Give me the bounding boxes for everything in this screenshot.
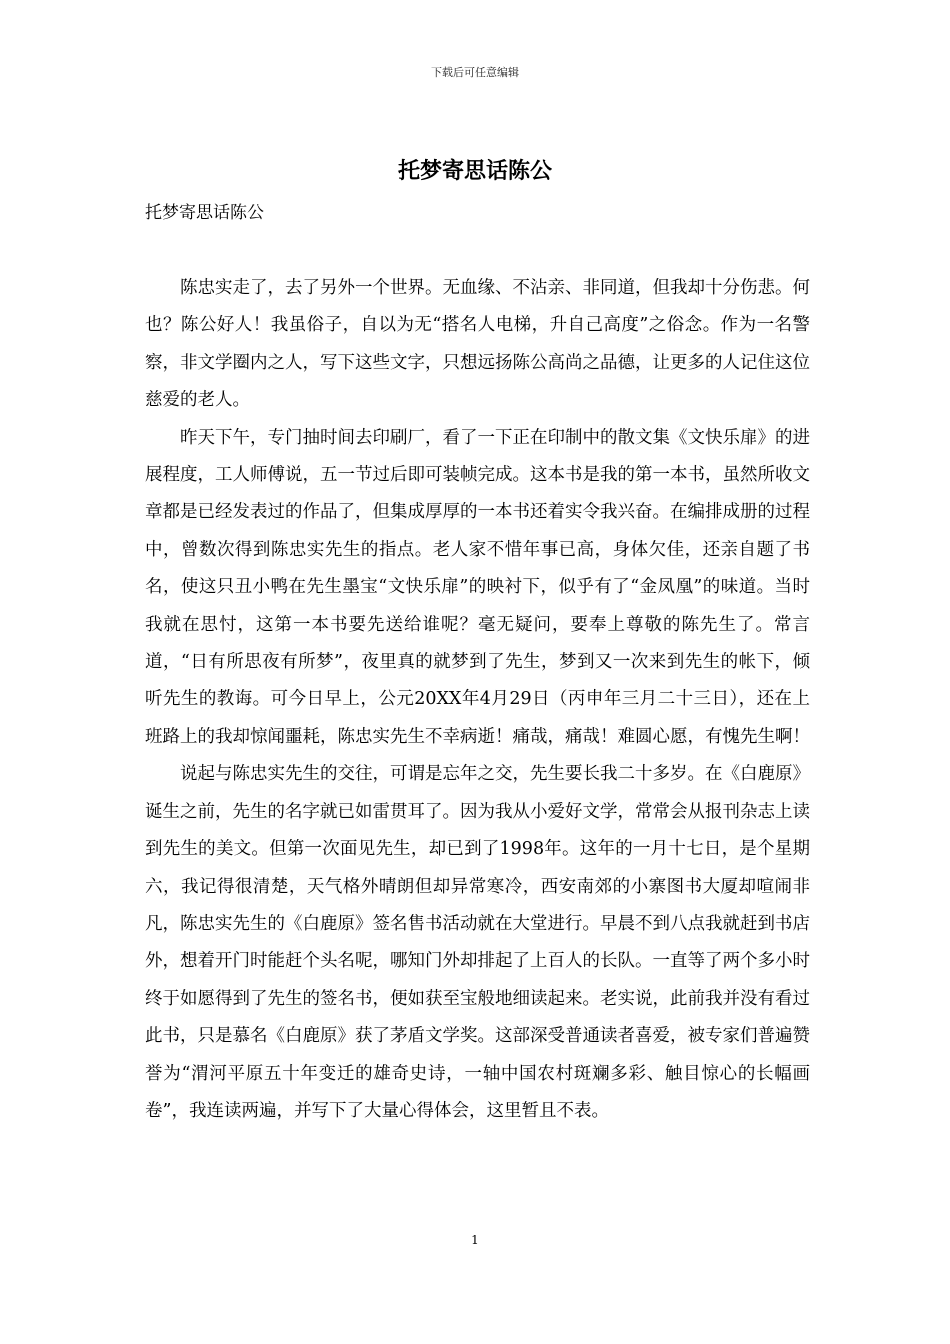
document-subtitle: 托梦寄思话陈公 [145,203,264,223]
paragraph-3: 说起与陈忠实先生的交往，可谓是忘年之交，先生要长我二十多岁。在《白鹿原》诞生之前，先生的名字就已如雷贯耳了。因为我从小爱好文学，常常会从报刊杂志上读到先生的美文。但第一次面见先生，却已到了1998年。这年的一月十七日，是个星期六，我记得很清楚，天气格外晴朗但却异常寒冷，西安南郊的小寨图书大厦却喧闹非凡，陈忠实先生的《白鹿原》签名售书活动就在大堂进行。早晨不到八点我就赶到书店外，想着开门时能赶个头名呢，哪知门外却排起了上百人的长队。一直等了两个多小时终于如愿得到了先生的签名书，便如获至宝般地细读起来。老实说，此前我并没有看过此书，只是慕名《白鹿原》获了茅盾文学奖。这部深受普通读者喜爱，被专家们普遍赞誉为“渭河平原五十年变迁的雄奇史诗，一轴中国农村斑斓多彩、触目惊心的长幅画卷”，我连读两遍，并写下了大量心得体会，这里暂且不表。 [145,764,810,1121]
document-body [145,270,810,1130]
document-title: 托梦寄思话陈公 [397,158,552,184]
paragraph-1: 陈忠实走了，去了另外一个世界。无血缘、不沾亲、非同道，但我却十分伤悲。何也？陈公好人！我虽俗子，自以为无“搭名人电梯，升自己高度”之俗念。作为一名警察，非文学圈内之人，写下这些文字，只想远扬陈公高尚之品德，让更多的人记住这位慈爱的老人。 [145,278,810,411]
paragraph-2: 昨天下午，专门抽时间去印刷厂，看了一下正在印制中的散文集《文快乐扉》的进展程度，工人师傅说，五一节过后即可装帧完成。这本书是我的第一本书，虽然所收文章都是已经发表过的作品了，但集成厚厚的一本书还着实令我兴奋。在编排成册的过程中，曾数次得到陈忠实先生的指点。老人家不惜年事已高，身体欠佳，还亲自题了书名，使这只丑小鸭在先生墨宝“文快乐扉”的映衬下，似乎有了“金凤凰”的味道。当时我就在思忖，这第一本书要先送给谁呢？毫无疑问，要奉上尊敬的陈先生了。常言道，“日有所思夜有所梦”，夜里真的就梦到了先生，梦到又一次来到先生的帐下，倾听先生的教诲。可今日早上，公元20XX年4月29日（丙申年三月二十三日），还在上班路上的我却惊闻噩耗，陈忠实先生不幸病逝！痛哉，痛哉！难圆心愿，有愧先生啊！ [145,427,810,747]
page-number: 1 [471,1233,479,1247]
page-header-note: 下载后可任意编辑 [431,66,519,79]
